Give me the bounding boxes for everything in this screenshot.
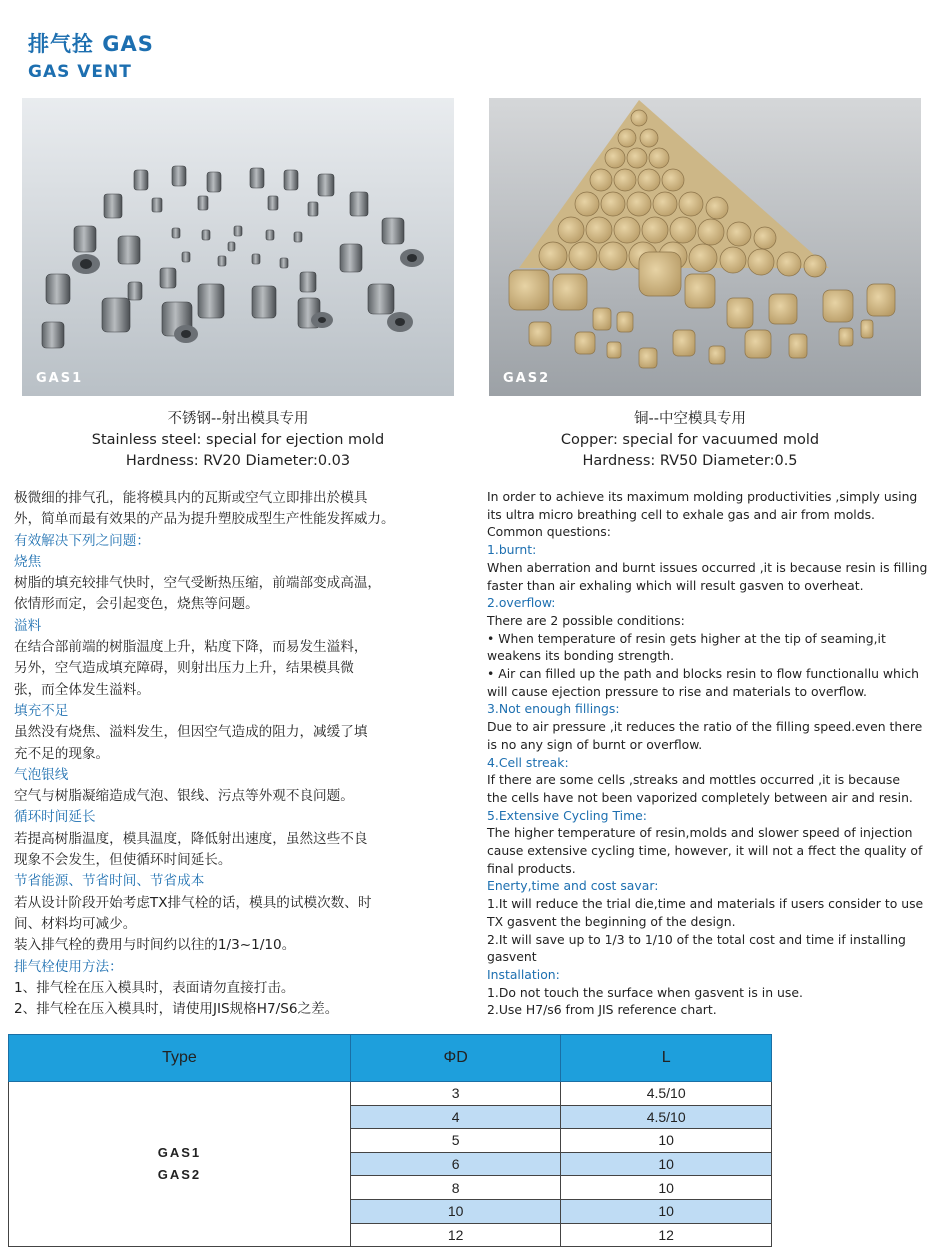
section-heading: 1.burnt:: [487, 542, 537, 558]
text-line: 依情形而定，会引起变色，烧焦等问题。: [14, 596, 259, 613]
text-line: • When temperature of resin gets higher at the tip of seaming,it: [487, 630, 886, 646]
text-line: 1、排气栓在压入模具时，表面请勿直接打击。: [14, 979, 295, 996]
text-line: 2、排气栓在压入模具时，请使用JIS规格H7/S6之差。: [14, 1001, 339, 1018]
text-line: final products.: [487, 860, 576, 876]
diameter-cell: 5: [350, 1129, 560, 1153]
text-line: In order to achieve its maximum molding productivities ,simply using: [487, 489, 918, 504]
type-gas1: GAS1: [157, 1145, 202, 1161]
type-cell: [9, 1082, 351, 1247]
page-title: 排气拴 GAS: [28, 32, 154, 56]
gas2-photo: [489, 98, 921, 396]
text-line: 另外，空气造成填充障碍，则射出压力上升，结果模具微: [14, 660, 354, 677]
gas1-caption-spec: Hardness: RV20 Diameter:0.03: [125, 453, 351, 469]
text-line: The higher temperature of resin,molds and slower speed of injection: [487, 825, 913, 841]
text-line: cause extensive cycling time, however, it will not a ffect the quality of: [487, 843, 923, 859]
text-line: • Air can filled up the path and blocks resin to flow functionallu which: [487, 666, 920, 682]
text-line: 若从设计阶段开始考虑TX排气栓的话，模具的试模次数、时: [14, 894, 372, 911]
gas2-tag: GAS2: [503, 371, 551, 386]
gas2-caption-cn: 铜--中空模具专用: [634, 411, 746, 427]
text-line: is no any sign of burnt or overflow.: [487, 736, 703, 752]
section-heading: 4.Cell streak:: [487, 754, 569, 770]
text-line: faster than air exhaling which will result gasven to overheat.: [487, 577, 864, 593]
text-line: Common questions:: [487, 524, 611, 540]
description-cn: [14, 488, 474, 1020]
gas1-caption-en: Stainless steel: special for ejection mold: [91, 432, 385, 448]
text-line: 树脂的填充较排气快时，空气受断热压缩，前端部变成高温，: [14, 575, 382, 592]
diameter-cell: 10: [350, 1199, 560, 1223]
gas2-caption-en: Copper: special for vacuumed mold: [560, 432, 820, 448]
text-line: weakens its bonding strength.: [487, 648, 675, 664]
header-diameter: ΦD: [350, 1035, 560, 1082]
gas1-photo: [22, 98, 454, 396]
section-heading: 节省能源、节省时间、节省成本: [14, 873, 205, 890]
table-header-row: [9, 1035, 772, 1082]
section-heading: Installation:: [487, 966, 560, 982]
diameter-cell: 6: [350, 1152, 560, 1176]
section-heading: 排气栓使用方法：: [14, 958, 123, 975]
section-heading: 2.overflow:: [487, 595, 556, 611]
text-line: gasvent: [487, 949, 537, 965]
text-line: 1.Do not touch the surface when gasvent is in use.: [487, 984, 803, 1000]
section-heading: 溢料: [14, 617, 42, 634]
text-line: the cells have not been vaporized completely between air and resin.: [487, 789, 913, 805]
text-line: 极微细的排气孔，能将模具内的瓦斯或空气立即排出於模具: [14, 490, 368, 506]
description-en: [487, 488, 930, 1019]
gas1-caption-cn: 不锈钢--射出模具专用: [167, 411, 309, 427]
text-line: 若提高树脂温度，模具温度，降低射出速度，虽然这些不良: [14, 830, 368, 847]
stainless-vent-image: [22, 98, 454, 396]
text-line: 间、材料均可减少。: [14, 915, 137, 932]
length-cell: 10: [561, 1129, 772, 1153]
length-cell: 4.5/10: [561, 1082, 772, 1106]
text-line: 虽然没有烧焦、溢料发生，但因空气造成的阻力，减缓了填: [14, 724, 368, 741]
gas1-caption: [22, 409, 454, 472]
section-heading: 有效解决下列之问题：: [14, 532, 150, 549]
section-heading: 烧焦: [14, 553, 42, 570]
section-heading: 循环时间延长: [14, 809, 96, 826]
text-line: 现象不会发生，但使循环时间延长。: [14, 852, 232, 869]
type-gas2: GAS2: [157, 1167, 202, 1183]
diameter-cell: 3: [350, 1082, 560, 1106]
text-line: 空气与树脂凝缩造成气泡、银线、污点等外观不良问题。: [14, 788, 354, 805]
spec-table: [8, 1034, 772, 1247]
text-line: 在结合部前端的树脂温度上升，粘度下降，而易发生溢料，: [14, 639, 368, 656]
text-line: There are 2 possible conditions:: [487, 612, 685, 628]
length-cell: 4.5/10: [561, 1105, 772, 1129]
text-line: 充不足的现象。: [14, 745, 110, 762]
copper-vent-image: [489, 98, 921, 396]
length-cell: 10: [561, 1152, 772, 1176]
diameter-cell: 12: [350, 1223, 560, 1247]
header-length: L: [561, 1035, 772, 1082]
text-line: 外，简单而最有效果的产品为提升塑胶成型生产性能发挥威力。: [14, 511, 395, 528]
section-heading: 5.Extensive Cycling Time:: [487, 807, 647, 823]
text-line: its ultra micro breathing cell to exhale gas and air from molds.: [487, 506, 875, 522]
gas1-tag: GAS1: [36, 371, 84, 386]
text-line: 1.It will reduce the trial die,time and materials if users consider to use: [487, 896, 924, 912]
diameter-cell: 4: [350, 1105, 560, 1129]
text-line: 2.Use H7/s6 from JIS reference chart.: [487, 1002, 717, 1018]
text-line: If there are some cells ,streaks and mottles occurred ,it is because: [487, 772, 900, 788]
header-type: Type: [9, 1035, 351, 1082]
page-subtitle: GAS VENT: [28, 62, 132, 82]
gas2-caption-spec: Hardness: RV50 Diameter:0.5: [582, 453, 798, 469]
table-row: [9, 1082, 772, 1106]
text-line: 装入排气栓的费用与时间约以往的1/3~1/10。: [14, 937, 296, 954]
text-line: 张，而全体发生溢料。: [14, 681, 150, 698]
diameter-cell: 8: [350, 1176, 560, 1200]
length-cell: 10: [561, 1199, 772, 1223]
length-cell: 12: [561, 1223, 772, 1247]
section-heading: 气泡银线: [14, 766, 69, 783]
text-line: will cause ejection pressure to rise and materials to overflow.: [487, 683, 867, 699]
text-line: 2.It will save up to 1/3 to 1/10 of the total cost and time if installing: [487, 931, 906, 947]
text-line: Due to air pressure ,it reduces the ratio of the filling speed.even there: [487, 719, 923, 735]
text-line: When aberration and burnt issues occurred ,it is because resin is filling: [487, 559, 928, 575]
section-heading: 3.Not enough fillings:: [487, 701, 620, 717]
length-cell: 10: [561, 1176, 772, 1200]
section-heading: Enerty,time and cost savar:: [487, 878, 659, 894]
section-heading: 填充不足: [14, 702, 69, 719]
text-line: TX gasvent the beginning of the design.: [487, 913, 736, 929]
gas2-caption: [489, 409, 891, 472]
